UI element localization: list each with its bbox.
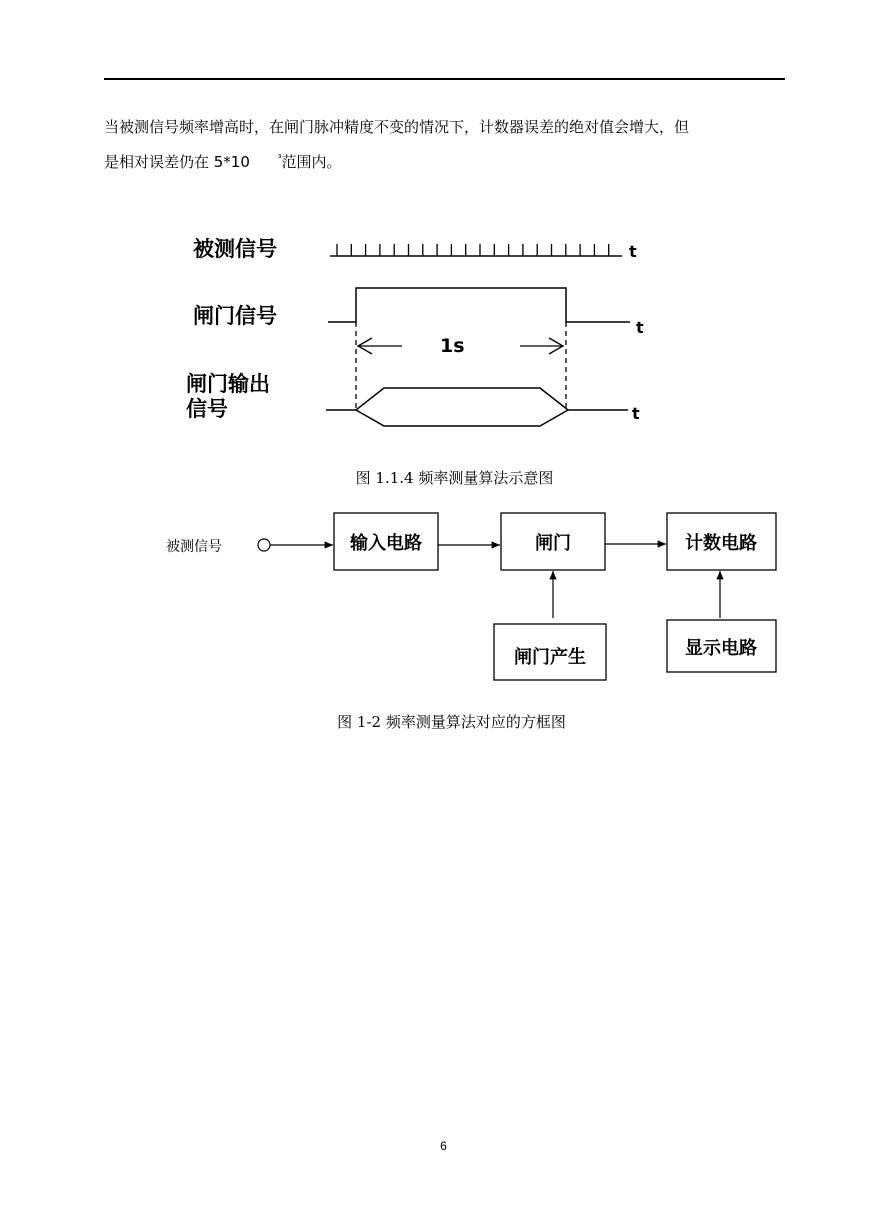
gate-output-waveform-top <box>326 388 628 410</box>
box-gate-generator-label: 闸门产生 <box>514 647 586 668</box>
gate-duration-label: 1s <box>440 335 465 357</box>
box-display-circuit-label: 显示电路 <box>685 638 757 659</box>
box-gate-label: 闸门 <box>535 533 571 554</box>
box-counter-circuit-label: 计数电路 <box>685 533 757 554</box>
page-number: 6 <box>440 1139 447 1153</box>
figure1-caption: 图 1.1.4 频率测量算法示意图 <box>355 469 554 487</box>
time-axis-label-2: t <box>636 318 644 337</box>
paragraph-text-suffix: 范围内。 <box>281 153 342 171</box>
label-gate-output-line1: 闸门输出 <box>186 372 270 396</box>
exponent: ³ <box>277 154 282 164</box>
body-paragraph-line-1: 当被测信号频率增高时，在闸门脉冲精度不变的情况下，计数器误差的绝对值会增大，但 <box>104 118 690 136</box>
figure2-caption: 图 1-2 频率测量算法对应的方框图 <box>337 713 566 731</box>
gate-signal-waveform <box>328 288 630 322</box>
measured-signal-pulses <box>337 244 609 256</box>
input-signal-label: 被测信号 <box>166 539 222 555</box>
box-input-circuit-label: 输入电路 <box>350 533 422 554</box>
label-gate-output-line2: 信号 <box>186 397 228 421</box>
input-terminal-icon <box>258 539 270 551</box>
label-measured-signal: 被测信号 <box>193 237 277 261</box>
paragraph-text-prefix: 是相对误差仍在 5*10 <box>104 153 250 171</box>
gate-output-waveform-bottom <box>356 410 568 426</box>
label-gate-signal: 闸门信号 <box>193 304 277 328</box>
time-axis-label-3: t <box>632 404 640 423</box>
timing-diagram <box>186 237 644 426</box>
time-axis-label-1: t <box>629 242 637 261</box>
block-diagram <box>166 513 776 680</box>
